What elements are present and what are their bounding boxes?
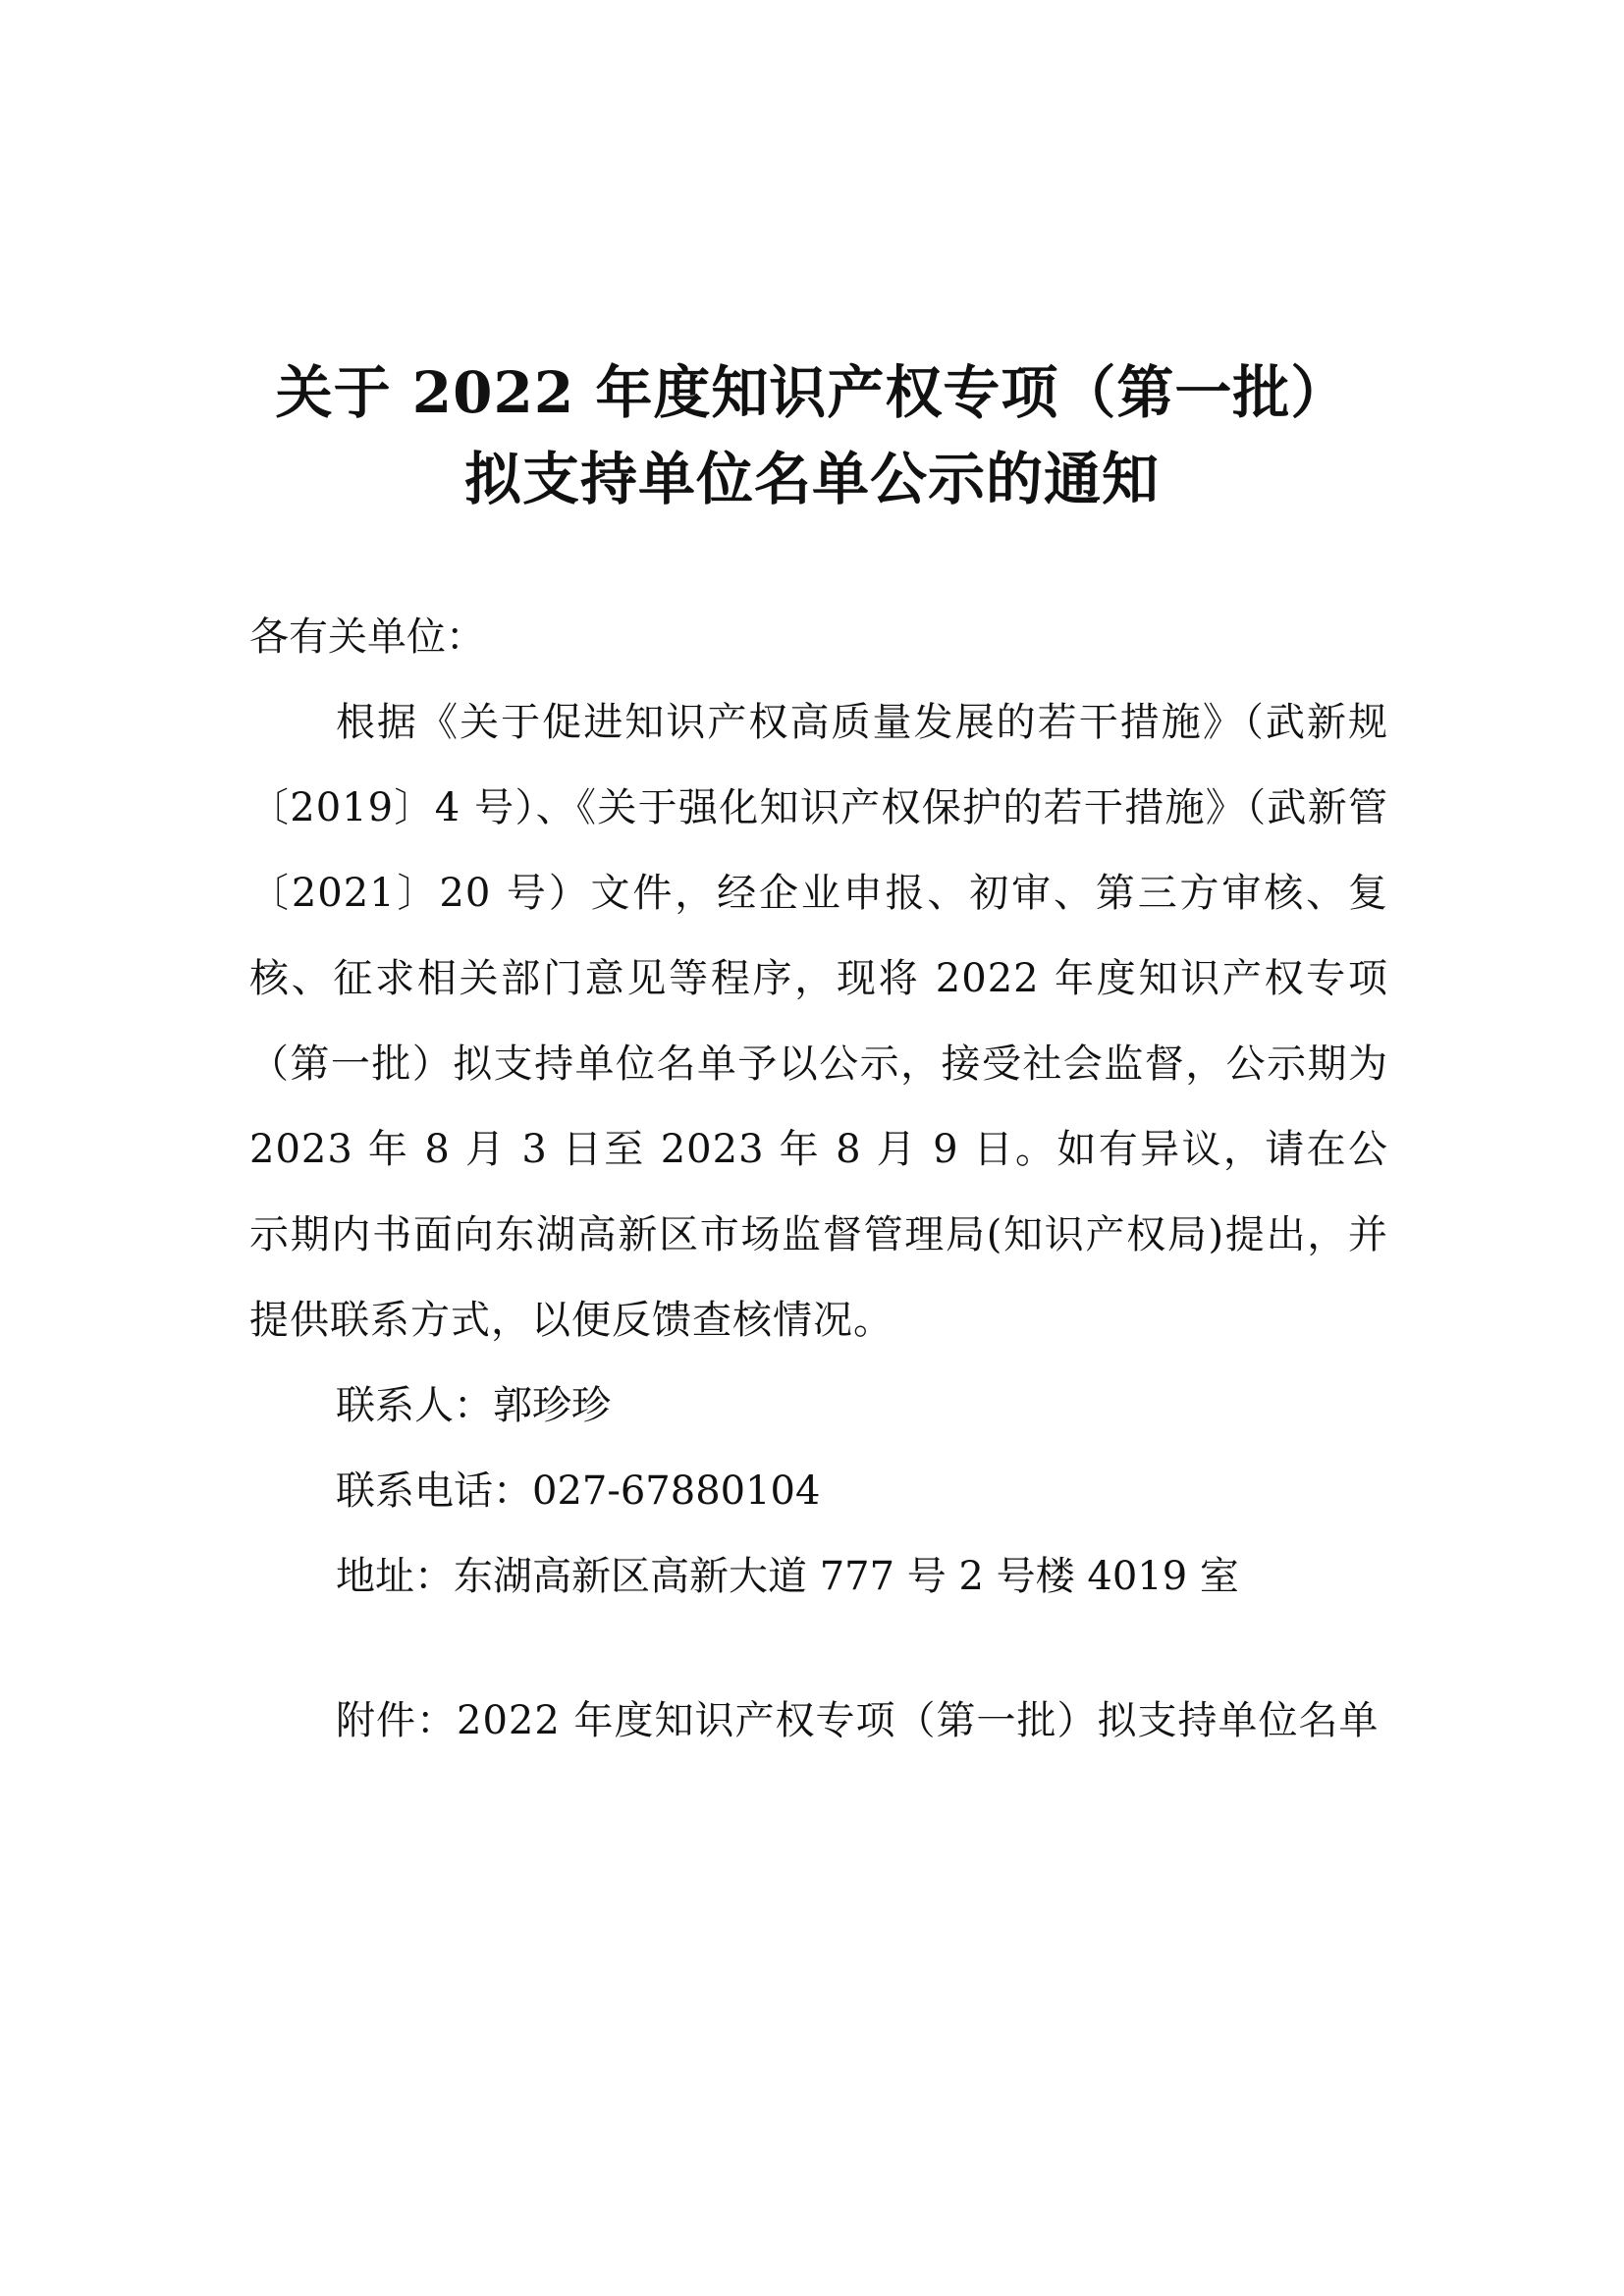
- body-paragraph: 根据《关于促进知识产权高质量发展的若干措施》（武新规〔2019〕4 号）、《关于强化知识产权保护的若干措施》（武新管〔2021〕20 号）文件，经企业申报、初审、第三方审核、复核、征求相关部门意见等程序，现将 2022 年度知识产权专项（第一批）拟支持单位名单予以公示，接受社会监督，公示期为 2023 年 8 月 3 日至 2023 年 8 月 9 日。如有异议，请在公示期内书面向东湖高新区市场监督管理局(知识产权局)提出，并提供联系方式，以便反馈查核情况。: [249, 700, 1388, 1343]
- attachment: [249, 1679, 1388, 1764]
- attachment-text: 2022 年度知识产权专项（第一批）拟支持单位名单: [457, 1698, 1380, 1743]
- attachment-label: 附件：: [336, 1698, 457, 1743]
- document-title: [0, 349, 1624, 522]
- document-body: [249, 595, 1388, 1764]
- address: 地址：东湖高新区高新大道 777 号 2 号楼 4019 室: [336, 1554, 1239, 1599]
- title-line-2: 拟支持单位名单公示的通知: [463, 446, 1160, 512]
- contact-person: 联系人：郭珍珍: [336, 1383, 611, 1428]
- title-line-1: 关于 2022 年度知识产权专项（第一批）: [275, 359, 1349, 426]
- contact-phone: 联系电话：027-67880104: [336, 1468, 821, 1514]
- salutation: 各有关单位：: [249, 614, 485, 660]
